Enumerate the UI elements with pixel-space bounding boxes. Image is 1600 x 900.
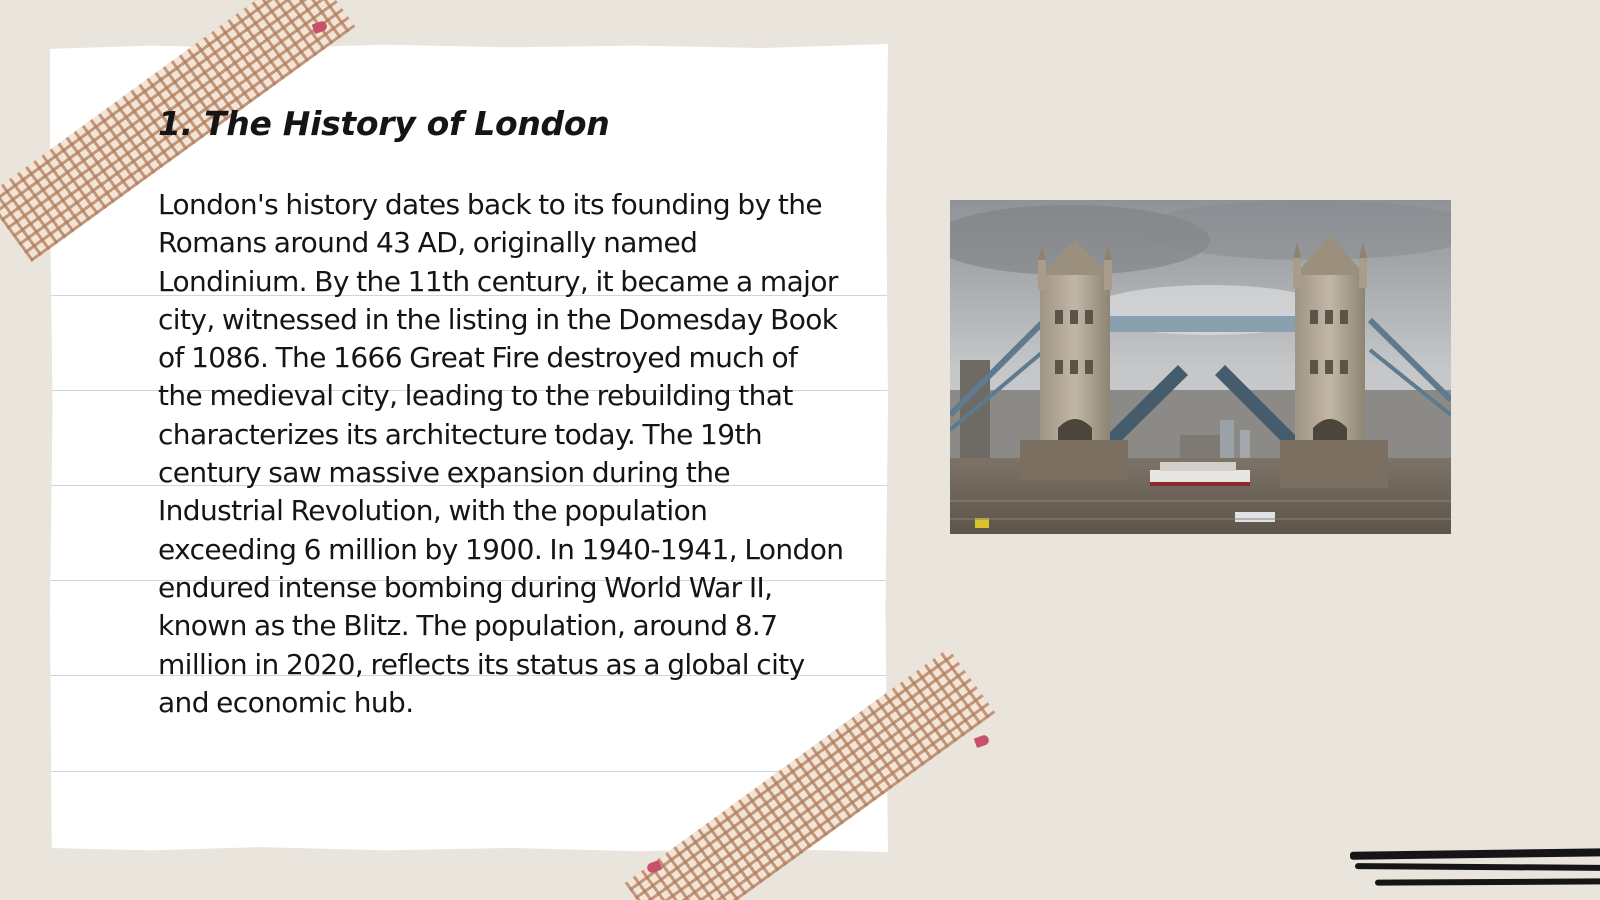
pin-bottom-right: [974, 734, 991, 748]
slide-body-text: London's history dates back to its founding by the Romans around 43 AD, originally named Londinium. By the 11th century, it became a major city, witnessed in the listing in the Domesday Book of 1086. The 1666 Great Fire destroyed much of the medieval city, leading to the rebuilding that characterizes its architecture today. The 19th century saw massive expansion during the Industrial Revolution, with the population exceeding 6 million by 1900. In 1940-1941, London endured intense bombing during World War II, known as the Blitz. The population, around 8.7 million in 2020, reflects its status as a global city and economic hub.: [158, 188, 844, 719]
brush-stroke: [1375, 878, 1600, 885]
tower-bridge-photo: [950, 200, 1451, 534]
ruled-line: [50, 771, 888, 772]
brush-stroke: [1355, 863, 1600, 871]
tower-bridge-illustration: [950, 200, 1451, 534]
brush-stroke: [1350, 848, 1600, 860]
slide-title: 1. The History of London: [158, 104, 610, 143]
